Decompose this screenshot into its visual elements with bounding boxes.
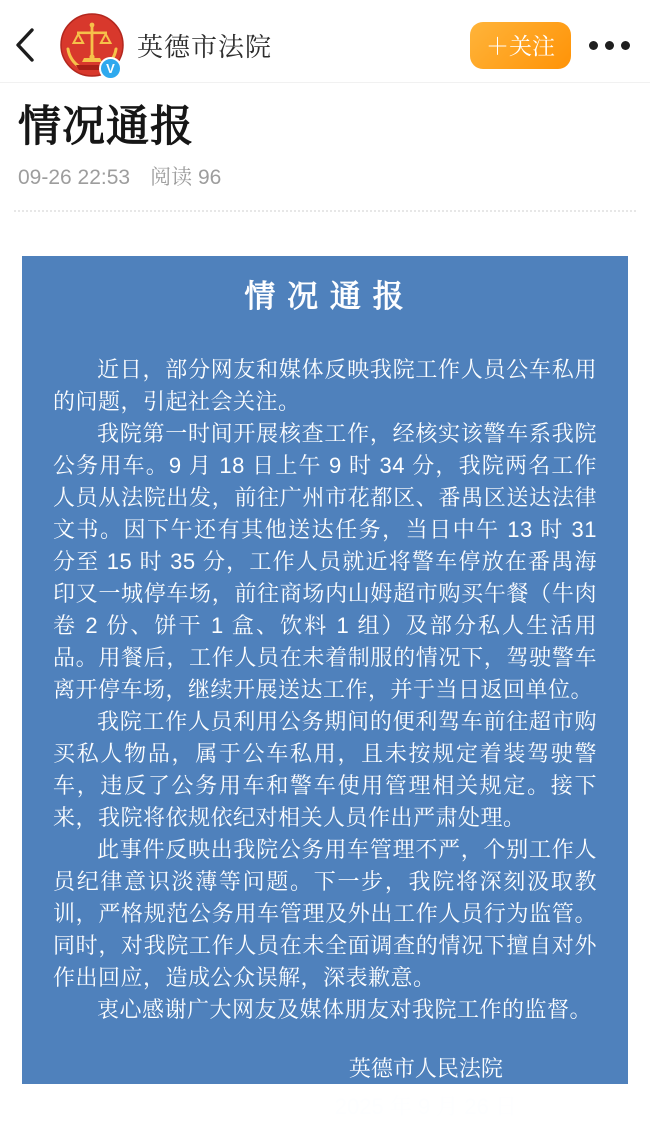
notice-signature-block [335,1050,517,1126]
notice-image[interactable] [22,256,628,1119]
more-dots-icon [621,41,630,50]
notice-paragraph: 我院工作人员利用公务期间的便利驾车前往超市购买私人物品，属于公车私用，且未按规定着装驾驶警车，违反了公务用车和警车使用管理相关规定。接下来，我院将依规依纪对相关人员作出严肃处理。 [53,709,597,830]
page-title: 情况通报 [18,103,194,151]
notice-signature: 英德市人民法院 [348,1056,503,1081]
avatar[interactable] [60,13,124,77]
notice-signature-date: 2025 年 9 月 26 日 [334,1094,517,1119]
back-chevron-icon [14,27,36,63]
post-meta [18,166,650,190]
verified-badge-icon: V [99,57,122,80]
more-dots-icon [589,41,598,50]
more-dots-icon [605,41,614,50]
more-options-button[interactable] [589,23,630,67]
notice-body [53,354,597,1026]
back-button[interactable] [14,23,48,67]
post-timestamp: 09-26 22:53 [18,166,131,189]
dotted-divider [14,210,636,212]
profile-header [0,0,650,83]
follow-button[interactable]: ＋关注 [470,22,571,69]
notice-title: 情 况 通 报 [244,279,406,314]
notice-paragraph: 衷心感谢广大网友及媒体朋友对我院工作的监督。 [97,997,593,1022]
read-count: 阅读 96 [150,166,222,189]
notice-paragraph: 我院第一时间开展核查工作，经核实该警车系我院公务用车。9 月 18 日上午 9 时 34 分，我院两名工作人员从法院出发，前往广州市花都区、番禺区送达法律文书。因下午还有其他送达任务，当日中午 13 时 31 分至 15 时 35 分，工作人员就近将警车停放在番禺海印又一城停车场，前往商场内山姆超市购买午餐（牛肉卷 2 份、饼干 1 盒、饮料 1 组）及部分私人生活用品。用餐后，工作人员在未着制服的情况下，驾驶警车离开停车场，继续开展送达工作，并于当日返回单位。 [53,421,597,702]
notice-paragraph: 此事件反映出我院公务用车管理不严，个别工作人员纪律意识淡薄等问题。下一步，我院将深刻汲取教训，严格规范公务用车管理及外出工作人员行为监管。同时，对我院工作人员在未全面调查的情况下擅自对外作出回应，造成公众误解，深表歉意。 [53,837,597,990]
account-name[interactable]: 英德市法院 [137,31,273,62]
notice-paragraph: 近日，部分网友和媒体反映我院工作人员公车私用的问题，引起社会关注。 [53,357,597,414]
